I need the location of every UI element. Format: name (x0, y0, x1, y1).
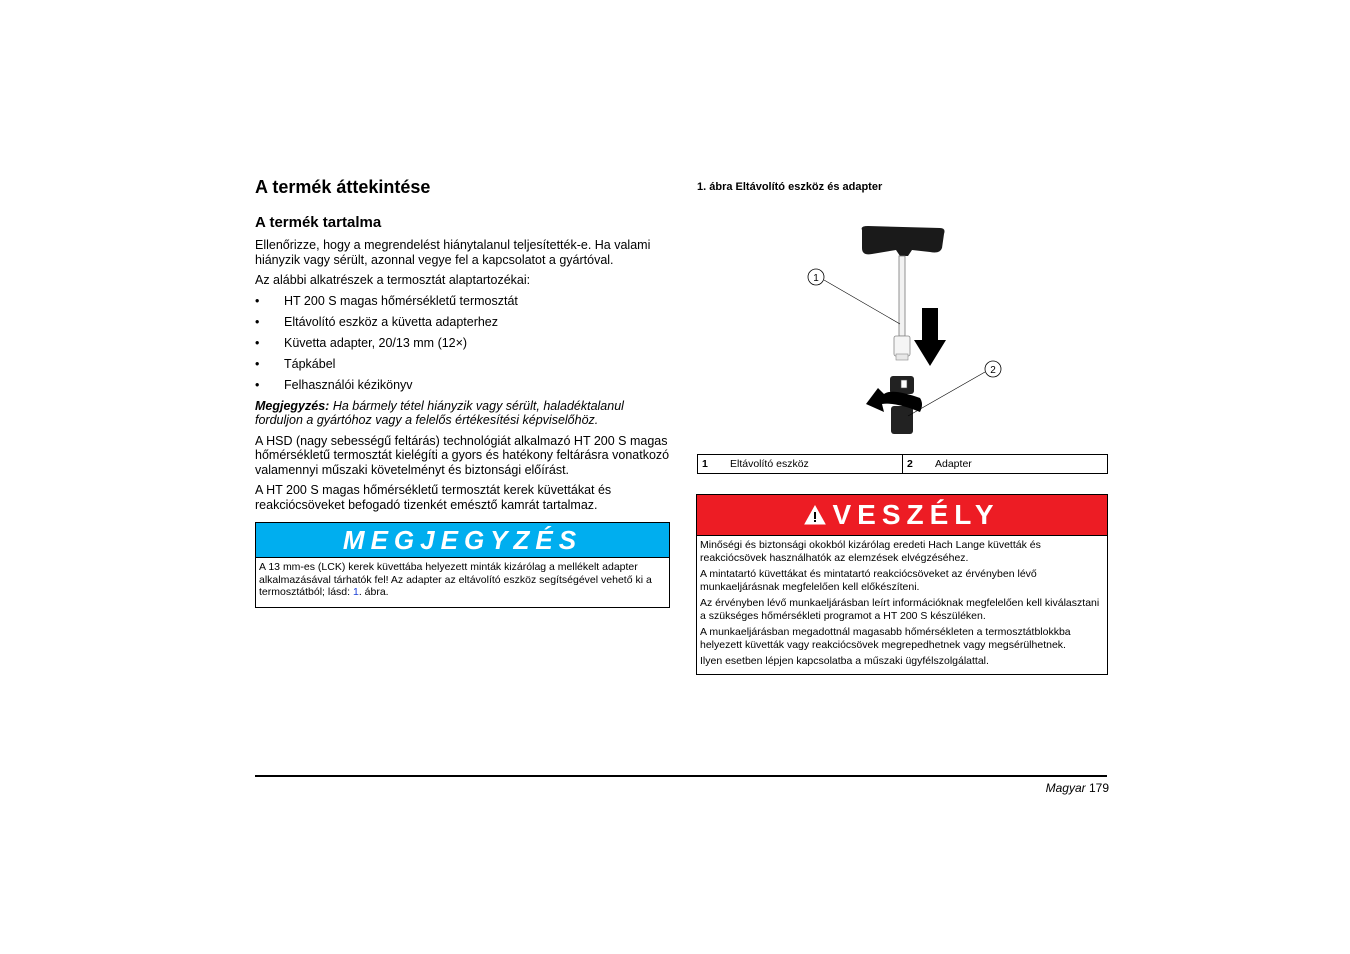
bullet: • (255, 356, 260, 371)
ht200-paragraph: A HT 200 S magas hőmérsékletű termosztát kerek küvettákat és reakciócsöveket befogadó tizenkét emésztő kamrát tartalmaz. (255, 483, 612, 512)
legend-label: Adapter (935, 458, 972, 470)
list-item: • Eltávolító eszköz a küvetta adapterhez (255, 314, 499, 329)
bullet: • (255, 314, 260, 329)
figure-link[interactable]: 1 (352, 586, 359, 598)
bullet: • (255, 335, 260, 350)
hsd-paragraph: A HSD (nagy sebességű feltárás) technológiát alkalmazó HT 200 S magas hőmérsékletű termosztát kielégíti a gyors és hatékony feltárásra vonatkozó valamennyi műszaki követelményt és biztonsági előírást. (255, 433, 670, 477)
page-footer (1046, 781, 1109, 795)
section-title: A termék áttekintése (255, 177, 431, 197)
danger-paragraph: Ilyen esetben lépjen kapcsolatba a műszaki ügyfélszolgálattal. (700, 655, 989, 667)
callout-1-leader (824, 280, 900, 324)
footer-divider (255, 775, 1107, 777)
adapter-body (891, 406, 913, 434)
danger-paragraph: Minőségi és biztonsági okokból kizárólag eredeti Hach Lange küvetták és reakciócsövek használhatók az elemzések elvégzéséhez. (700, 539, 1041, 564)
notice-box (255, 522, 670, 608)
warning-triangle-icon (804, 505, 826, 525)
list-item: • Felhasználói kézikönyv (255, 377, 413, 392)
footer-language: Magyar (1045, 781, 1086, 795)
danger-text (697, 536, 1107, 675)
page-number: 179 (1088, 781, 1109, 795)
intro-paragraph: Ellenőrizze, hogy a megrendelést hiánytalanul teljesítették-e. Ha valami hiányzik vagy sérült, azonnal vegye fel a kapcsolatot a gyártóval. (255, 238, 651, 267)
figure-legend-table (697, 454, 1108, 474)
danger-paragraph: A munkaeljárásban megadottnál magasabb hőmérsékleten a termosztátblokkba helyezett küvetták vagy reakciócsövek megrepedhetnek vagy megsérülhetnek. (700, 626, 1071, 651)
legend-label: Eltávolító eszköz (730, 458, 809, 470)
callout-2-label: 2 (990, 365, 996, 376)
figure-caption: 1. ábra Eltávolító eszköz és adapter (697, 181, 883, 193)
left-column (255, 238, 670, 518)
tool-tip (894, 336, 910, 356)
danger-header (697, 495, 1107, 536)
components-intro: Az alábbi alkatrészek a termosztát alaptartozékai: (255, 273, 531, 287)
notice-title: MEGJEGYZÉS (256, 523, 669, 558)
list-item: • Tápkábel (255, 356, 336, 371)
bullet: • (255, 293, 260, 308)
danger-title: VESZÉLY (832, 499, 1000, 530)
t-handle (862, 226, 945, 256)
list-item: • HT 200 S magas hőmérsékletű termosztát (255, 293, 518, 308)
callout-2-leader (908, 372, 985, 416)
note-label: Megjegyzés: (255, 398, 330, 413)
danger-paragraph: Az érvényben lévő munkaeljárásban leírt információknak megfelelően kell kiválasztani a szükséges hőmérsékleti programot a HT 200 S készüléken. (700, 597, 1100, 622)
callout-1-label: 1 (813, 273, 819, 284)
danger-box (696, 494, 1108, 675)
note-paragraph (255, 399, 670, 428)
down-arrow (914, 308, 946, 366)
legend-cell (698, 455, 903, 473)
notice-text: A 13 mm-es (LCK) kerek küvettába helyezett minták kizárólag a mellékelt adapter alkalmazásával tárhatók fel! Az adapter az eltávolító eszköz segítségével vehető ki a termosztátból; lásd: 1. ábra. (259, 561, 652, 598)
components-list (255, 294, 670, 393)
danger-paragraph: A mintatartó küvettákat és mintatartó reakciócsöveket az érvényben lévő munkaeljárásnak megfelelően kell előkészíteni. (700, 568, 1037, 593)
legend-cell (903, 455, 972, 473)
legend-number: 1 (702, 458, 708, 470)
note-text: Ha bármely tétel hiányzik vagy sérült, haladéktalanul forduljon a gyártóhoz vagy a felelős értékesítési képviselőhöz. (255, 398, 624, 427)
subsection-title: A termék tartalma (255, 214, 382, 231)
tool-adapter-figure (780, 220, 1020, 440)
legend-number: 2 (907, 458, 913, 470)
bullet: • (255, 377, 260, 392)
list-item: • Küvetta adapter, 20/13 mm (12×) (255, 335, 468, 350)
